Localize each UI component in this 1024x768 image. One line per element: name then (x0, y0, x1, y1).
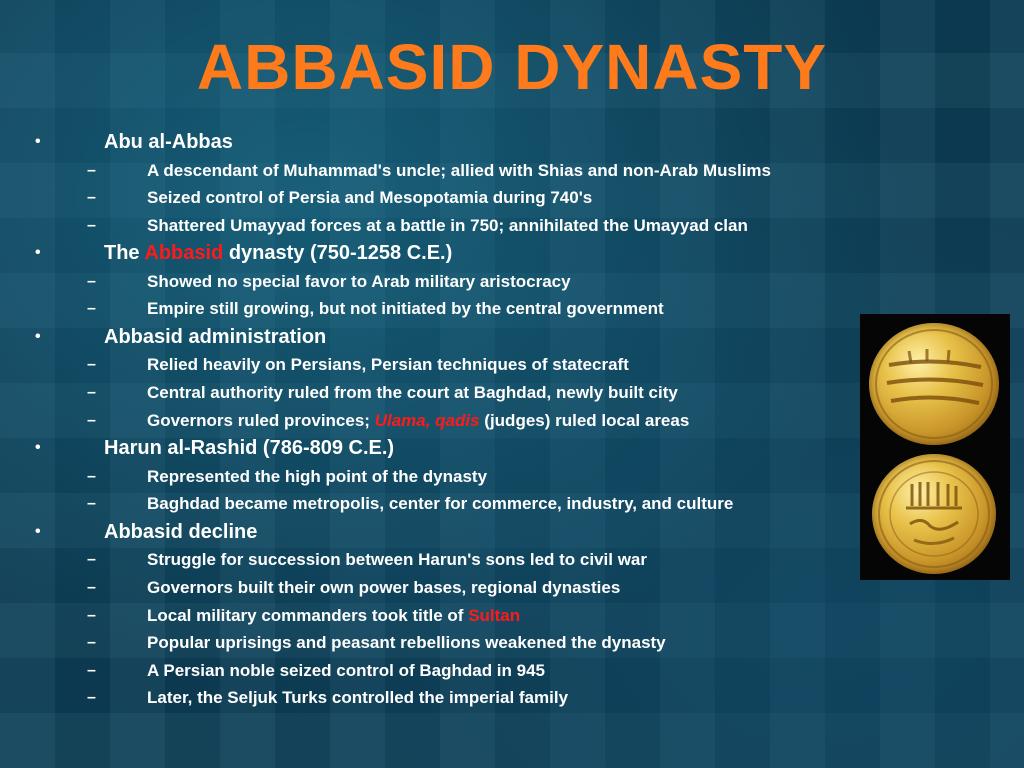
text-segment: dynasty (750-1258 C.E.) (223, 242, 453, 265)
bullet-item (0, 323, 860, 352)
sub-bullet-item (0, 602, 860, 630)
sub-bullet-marker: – (87, 579, 96, 597)
sub-bullet-text (147, 407, 689, 435)
sub-bullet-text: Shattered Umayyad forces at a battle in 750; annihilated the Umayyad clan (147, 215, 748, 235)
bullet-marker: • (35, 439, 41, 457)
bullet-text: Abbasid administration (104, 325, 327, 348)
coin-inscription-script (872, 454, 996, 574)
sub-bullet-item (0, 295, 860, 323)
sub-bullet-item (0, 546, 860, 574)
sub-bullet-text: Popular uprisings and peasant rebellions weakened the dynasty (147, 633, 666, 653)
sub-bullet-text: A Persian noble seized control of Baghdad in 945 (147, 660, 546, 680)
highlight-text: Abbasid (144, 242, 224, 265)
bullet-text: Abu al-Abbas (104, 131, 233, 153)
sub-bullet-marker: – (87, 467, 96, 485)
sub-bullet-marker: – (87, 495, 96, 513)
sub-bullet-item (0, 379, 860, 407)
sub-bullet-marker: – (87, 300, 96, 318)
sub-bullet-marker: – (87, 606, 96, 624)
bullet-item (0, 128, 860, 157)
sub-bullet-text: Governors built their own power bases, regional dynasties (147, 578, 621, 598)
highlight-text: Ulama, qadis (374, 410, 480, 430)
bullet-item (0, 434, 860, 463)
sub-bullet-item (0, 657, 860, 685)
sub-bullet-text: Central authority ruled from the court at Baghdad, newly built city (147, 383, 678, 403)
text-segment: The (104, 242, 145, 265)
text-segment: (judges) ruled local areas (479, 410, 690, 430)
sub-bullet-item (0, 351, 860, 379)
sub-bullet-marker: – (87, 189, 96, 207)
coin-inscription-lines (869, 323, 999, 445)
highlight-text: Sultan (468, 605, 521, 625)
slide-title: ABBASID DYNASTY (196, 31, 828, 103)
gold-coin-obverse (872, 454, 996, 574)
sub-bullet-marker: – (87, 689, 96, 707)
sub-bullet-marker: – (87, 661, 96, 679)
bullet-marker: • (35, 133, 41, 150)
bullet-list (0, 128, 860, 712)
bullet-text (104, 239, 452, 268)
sub-bullet-marker: – (87, 634, 96, 652)
sub-bullet-text: Seized control of Persia and Mesopotamia during 740's (147, 188, 593, 208)
bullet-item (0, 518, 860, 547)
bullet-marker: • (35, 244, 41, 262)
sub-bullet-text: Empire still growing, but not initiated by the central government (147, 299, 664, 319)
sub-bullet-marker: – (87, 272, 96, 290)
bullet-marker: • (35, 327, 41, 345)
bullet-marker: • (35, 522, 41, 540)
sub-bullet-text: A descendant of Muhammad's uncle; allied with Shias and non-Arab Muslims (147, 160, 772, 180)
sub-bullet-marker: – (87, 384, 96, 402)
text-segment: Governors ruled provinces; (147, 410, 375, 430)
sub-bullet-item (0, 490, 860, 518)
sub-bullet-marker: – (87, 551, 96, 569)
bullet-text: Abbasid decline (104, 520, 258, 543)
sub-bullet-item (0, 407, 860, 435)
bullet-text: Harun al-Rashid (786-809 C.E.) (104, 437, 395, 460)
sub-bullet-text: Later, the Seljuk Turks controlled the imperial family (147, 688, 569, 708)
sub-bullet-item (0, 268, 860, 296)
sub-bullet-marker: – (87, 161, 96, 179)
sub-bullet-item (0, 574, 860, 602)
gold-coin-reverse (869, 323, 999, 445)
sub-bullet-text: Showed no special favor to Arab military aristocracy (147, 271, 571, 291)
sub-bullet-marker: – (87, 411, 96, 429)
sub-bullet-marker: – (87, 216, 96, 234)
sub-bullet-text: Represented the high point of the dynasty (147, 466, 488, 486)
sub-bullet-text (147, 602, 520, 630)
text-segment: Local military commanders took title of (147, 605, 469, 625)
sub-bullet-text: Relied heavily on Persians, Persian techniques of statecraft (147, 355, 629, 375)
sub-bullet-text: Baghdad became metropolis, center for commerce, industry, and culture (147, 494, 734, 514)
bullet-item (0, 239, 860, 268)
sub-bullet-marker: – (87, 356, 96, 374)
sub-bullet-item (0, 463, 860, 491)
sub-bullet-item (0, 157, 860, 185)
sub-bullet-item (0, 684, 860, 712)
sub-bullet-text: Struggle for succession between Harun's sons led to civil war (147, 550, 648, 570)
sub-bullet-item (0, 212, 860, 240)
sub-bullet-item (0, 629, 860, 657)
sub-bullet-item (0, 184, 860, 212)
gold-coin-photo (860, 314, 1010, 580)
